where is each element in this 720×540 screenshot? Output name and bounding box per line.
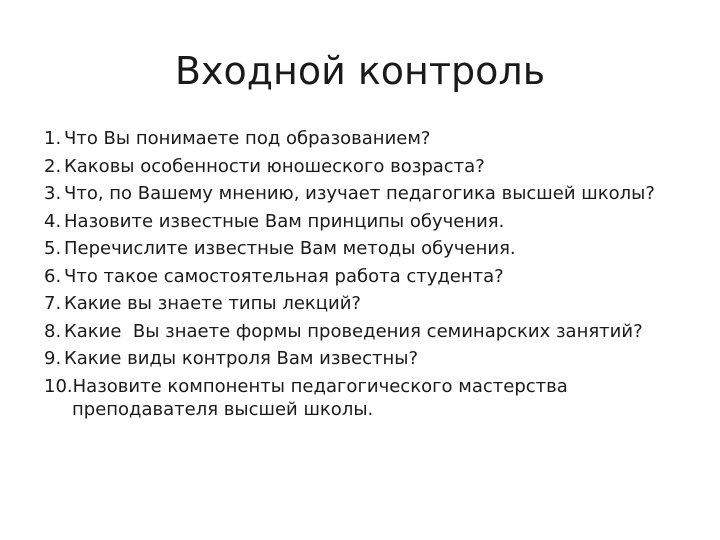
list-item bbox=[44, 345, 694, 373]
item-number: 5. bbox=[44, 238, 62, 259]
item-number: 8. bbox=[44, 320, 62, 342]
item-text: Что такое самостоятельная работа студента? bbox=[64, 265, 504, 287]
list-item bbox=[44, 235, 694, 263]
list-item bbox=[44, 318, 694, 346]
item-text: Что, по Вашему мнению, изучает педагогика высшей школы? bbox=[64, 183, 655, 204]
list-item bbox=[44, 153, 694, 181]
item-text: Каковы особенности юношеского возраста? bbox=[64, 155, 485, 177]
slide-title: Входной контроль bbox=[174, 49, 546, 93]
item-text: Какие Вы знаете формы проведения семинарских занятий? bbox=[64, 320, 643, 342]
item-number: 9. bbox=[44, 348, 62, 369]
item-text: Назовите известные Вам принципы обучения. bbox=[64, 210, 505, 232]
item-text: Какие вы знаете типы лекций? bbox=[64, 293, 361, 314]
list-item bbox=[44, 180, 694, 208]
item-number: 10. bbox=[44, 375, 73, 397]
item-text: Перечислите известные Вам методы обучения. bbox=[64, 238, 516, 259]
item-number: 6. bbox=[44, 265, 62, 287]
list-item bbox=[44, 263, 694, 291]
list-item bbox=[44, 208, 694, 236]
item-number: 7. bbox=[44, 293, 62, 314]
item-text: Что Вы понимаете под образованием? bbox=[64, 128, 431, 149]
item-text: Какие виды контроля Вам известны? bbox=[64, 348, 419, 369]
list-item bbox=[44, 125, 694, 153]
item-number: 3. bbox=[44, 183, 62, 204]
item-number: 2. bbox=[44, 155, 62, 177]
item-text: Назовите компоненты педагогического мастерства bbox=[72, 375, 568, 397]
list-item bbox=[44, 373, 694, 421]
question-list bbox=[44, 125, 694, 420]
list-item bbox=[44, 290, 694, 318]
item-number: 1. bbox=[44, 128, 62, 149]
item-text-continuation: преподавателя высшей школы. bbox=[72, 399, 374, 420]
item-number: 4. bbox=[44, 210, 62, 232]
